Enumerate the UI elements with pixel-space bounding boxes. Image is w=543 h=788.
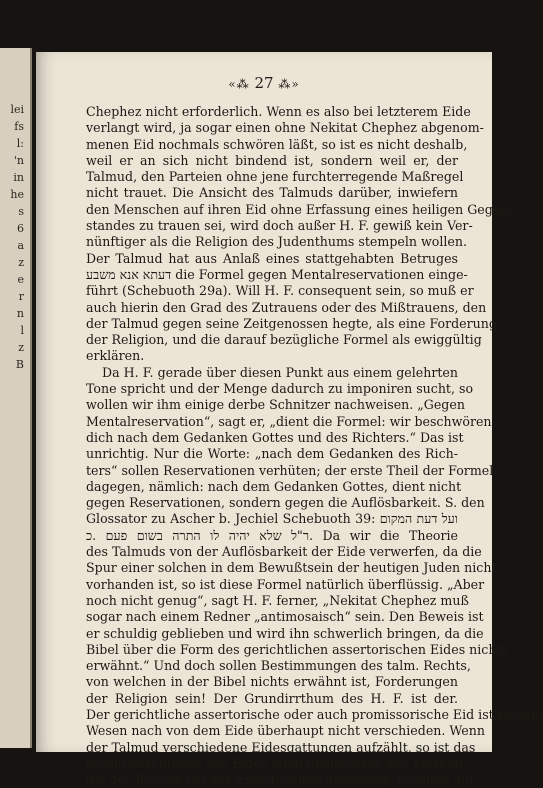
text-line: vorhanden ist, so ist diese Formel natürlich überflüssig. „Aber: [86, 576, 485, 592]
ornament-right: ⁂»: [278, 77, 300, 91]
text-line: menen Eid nochmals schwören läßt, so ist es nicht deshalb,: [86, 136, 468, 152]
text-line: ters“ sollen Reservationen verhüten; der erste Theil der Formel: [86, 462, 494, 478]
text-line: Tone spricht und der Menge dadurch zu imponiren sucht, so: [86, 381, 474, 397]
left-page-fragment: r: [18, 290, 24, 303]
text-line: Der Talmud hat aus Anlaß eines stattgehabten Betruges: [86, 250, 458, 266]
text-line: Wesen nach von dem Eide überhaupt nicht verschieden. Wenn: [86, 723, 485, 739]
left-page-fragment: fs: [14, 120, 24, 133]
text-line: nicht trauet. Die Ansicht des Talmuds darüber, inwiefern: [86, 185, 458, 201]
text-line: Der gerichtliche assertorische oder auch promissorische Eid ist seinem: [86, 706, 543, 722]
page-number: 27: [254, 74, 274, 92]
text-line: von welchen in der Bibel nichts erwähnt ist, Forderungen: [86, 674, 458, 690]
text-line: dich nach dem Gedanken Gottes und des Richters.“ Das ist: [86, 429, 464, 445]
text-line: der Religion, und die darauf bezügliche Formel als ewiggültig: [86, 332, 482, 348]
text-line: erwähnt.“ Und doch sollen Bestimmungen des talm. Rechts,: [86, 658, 471, 674]
text-line: der Religion sein! Der Grundirrthum des H. F. ist der.: [86, 690, 458, 706]
left-page-fragment: a: [17, 239, 24, 252]
left-page-fragment: e: [17, 273, 24, 286]
left-page-fragment: 'n: [13, 154, 24, 167]
text-line: der Talmud gegen seine Zeitgenossen hegte, als eine Forderung: [86, 315, 497, 331]
text-line: standes zu trauen sei, wird doch außer H. F. gewiß kein Ver-: [86, 218, 473, 234]
left-page-fragment: l: [20, 324, 24, 337]
text-line: דעתא אנא משבע die Formel gegen Mentalreservationen einge-: [86, 266, 468, 282]
text-line: sogar nach einem Redner „antimosaisch“ sein. Den Beweis ist: [86, 609, 484, 625]
left-page-fragment: 6: [17, 222, 24, 235]
left-page-fragment: lei: [10, 103, 24, 116]
text-line: den Menschen auf ihren Eid ohne Erfassung eines heiligen Gegen-: [86, 201, 513, 217]
left-page-fragment: n: [16, 307, 24, 320]
text-line: erklären.: [86, 348, 145, 364]
left-page-fragment: z: [18, 341, 24, 354]
text-line: Mentalreservation“, sagt er, „dient die Formel: wir beschwören: [86, 413, 492, 429]
left-page-fragment: z: [18, 256, 24, 269]
text-line: gegen Reservationen, sondern gegen die Auflösbarkeit. S. den: [86, 495, 485, 511]
text-line: Chephez nicht erforderlich. Wenn es also bei letzterem Eide: [86, 104, 471, 119]
text-line: auch hierin den Grad des Zutrauens oder des Mißtrauens, den: [86, 299, 487, 315]
text-line: Glossator zu Ascher b. Jechiel Schebuoth 39: ועל דעת המקום: [86, 511, 458, 527]
text-line: unrichtig. Nur die Worte: „nach dem Gedanken des Rich-: [86, 446, 458, 462]
book-page: [36, 52, 543, 788]
text-line: dagegen, nämlich: nach dem Gedanken Gottes, dient nicht: [86, 478, 462, 494]
text-line: Grundwesentliche des Eides allen gemeinsam. Die Formen,: [86, 755, 467, 771]
text-line: er schuldig geblieben und wird ihn schwerlich bringen, da die: [86, 625, 484, 641]
text-line: der Talmud verschiedene Eidesgattungen aufzählt, so ist das: [86, 739, 476, 755]
left-page-fragment: l:: [16, 137, 24, 150]
text-line: nünftiger als die Religion des Judenthums stempeln wollen.: [86, 234, 467, 250]
text-line: noch nicht genug“, sagt H. F. ferner, „Nekitat Chephez muß: [86, 592, 469, 608]
text-line: ר"ל שלא יהיה לו התרה בשום פעם .כ. Da wir die Theorie: [86, 527, 458, 543]
body-text: [86, 104, 543, 788]
left-page-fragment: B: [15, 358, 24, 371]
left-page-fragment: s: [18, 205, 24, 218]
text-line: führt (Schebuoth 29a). Will H. F. consequent sein, so muß er: [86, 283, 474, 299]
text-line: wollen wir ihm einige derbe Schnitzer nachweisen. „Gegen: [86, 397, 465, 413]
left-page-edge: [0, 48, 32, 748]
text-line: des Talmuds von der Auflösbarkeit der Eide verwerfen, da die: [86, 544, 482, 560]
text-line: weil er an sich nicht bindend ist, sondern weil er, der: [86, 152, 458, 168]
text-line: Da H. F. gerade über diesen Punkt aus einem gelehrten: [102, 364, 458, 380]
page-header: [36, 74, 492, 92]
text-line: Bibel über die Form des gerichtlichen assertorischen Eides nichts: [86, 641, 508, 657]
text-line: Spur einer solchen in dem Bewußtsein der heutigen Juden nicht: [86, 560, 497, 576]
left-page-fragment: in: [13, 171, 24, 184]
text-line: verlangt wird, ja sogar einen ohne Nekitat Chephez abgenom-: [86, 120, 484, 136]
text-line: die der Richter bei der Eidesleistung anwendet, beruhen auf: [86, 772, 475, 788]
text-line: Talmud, den Parteien ohne jene furchterregende Maßregel: [86, 169, 464, 185]
left-page-fragment: he: [10, 188, 24, 201]
ornament-left: «⁂: [228, 77, 250, 91]
